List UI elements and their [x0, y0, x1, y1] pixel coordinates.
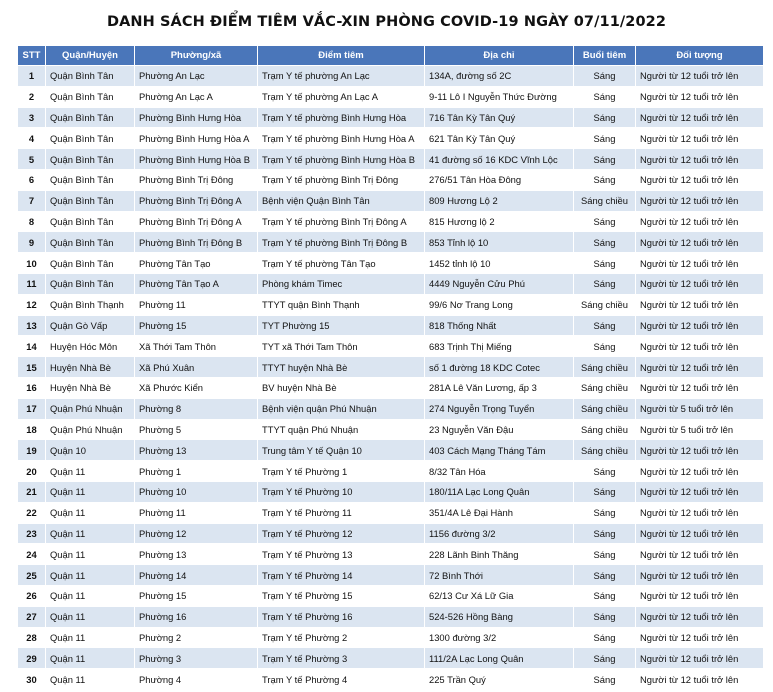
cell-vaccination-site: Trạm Y tế Phường 14: [258, 565, 425, 586]
table-row: [18, 669, 764, 690]
cell-vaccination-site: Trạm Y tế Phường 15: [258, 585, 425, 606]
cell-ward: Phường 3: [135, 648, 258, 669]
table-header-row: [18, 46, 764, 66]
cell-stt: 30: [18, 669, 46, 690]
cell-address: 9-11 Lô I Nguyễn Thức Đường: [425, 86, 574, 107]
cell-target-group: Người từ 12 tuổi trở lên: [636, 544, 764, 565]
cell-vaccination-site: Trung tâm Y tế Quận 10: [258, 440, 425, 461]
cell-address: 1452 tỉnh lộ 10: [425, 253, 574, 274]
table-row: [18, 627, 764, 648]
cell-vaccination-site: BV huyện Nhà Bè: [258, 377, 425, 398]
table-row: [18, 502, 764, 523]
cell-vaccination-site: Trạm Y tế Phường 12: [258, 523, 425, 544]
cell-address: 716 Tân Kỳ Tân Quý: [425, 107, 574, 128]
header-district: Quận/Huyện: [46, 46, 135, 66]
cell-session: Sáng: [574, 107, 636, 128]
cell-target-group: Người từ 12 tuổi trở lên: [636, 253, 764, 274]
cell-vaccination-site: Trạm Y tế Phường 3: [258, 648, 425, 669]
cell-stt: 12: [18, 294, 46, 315]
cell-stt: 7: [18, 190, 46, 211]
cell-session: Sáng: [574, 86, 636, 107]
cell-vaccination-site: Trạm Y tế phường Bình Hưng Hòa: [258, 107, 425, 128]
cell-session: Sáng: [574, 627, 636, 648]
cell-target-group: Người từ 12 tuổi trở lên: [636, 107, 764, 128]
cell-district: Quận 11: [46, 627, 135, 648]
cell-stt: 13: [18, 315, 46, 336]
cell-ward: Phường 1: [135, 461, 258, 482]
cell-district: Quận 11: [46, 461, 135, 482]
table-row: [18, 585, 764, 606]
cell-ward: Xã Phú Xuân: [135, 357, 258, 378]
cell-stt: 23: [18, 523, 46, 544]
header-stt: STT: [18, 46, 46, 66]
cell-vaccination-site: Trạm Y tế phường An Lạc A: [258, 86, 425, 107]
cell-vaccination-site: Trạm Y tế phường Bình Hưng Hòa A: [258, 128, 425, 149]
table-row: [18, 357, 764, 378]
cell-district: Quận Bình Tân: [46, 253, 135, 274]
cell-ward: Xã Thới Tam Thôn: [135, 336, 258, 357]
cell-ward: Phường Bình Trị Đông: [135, 169, 258, 190]
cell-address: 815 Hương lộ 2: [425, 211, 574, 232]
cell-district: Quận 11: [46, 585, 135, 606]
cell-vaccination-site: Trạm Y tế phường Bình Trị Đông A: [258, 211, 425, 232]
cell-session: Sáng chiều: [574, 440, 636, 461]
cell-address: 1300 đường 3/2: [425, 627, 574, 648]
cell-session: Sáng chiều: [574, 377, 636, 398]
cell-district: Quận Bình Thạnh: [46, 294, 135, 315]
header-target-group: Đối tượng: [636, 46, 764, 66]
cell-address: 281A Lê Văn Lương, ấp 3: [425, 377, 574, 398]
cell-stt: 6: [18, 169, 46, 190]
cell-stt: 18: [18, 419, 46, 440]
cell-stt: 22: [18, 502, 46, 523]
cell-vaccination-site: Trạm Y tế Phường 16: [258, 606, 425, 627]
cell-target-group: Người từ 5 tuổi trở lên: [636, 419, 764, 440]
cell-session: Sáng chiều: [574, 398, 636, 419]
cell-address: 228 Lãnh Binh Thăng: [425, 544, 574, 565]
cell-vaccination-site: TTYT quận Phú Nhuận: [258, 419, 425, 440]
cell-address: 8/32 Tân Hóa: [425, 461, 574, 482]
cell-target-group: Người từ 12 tuổi trở lên: [636, 440, 764, 461]
cell-target-group: Người từ 12 tuổi trở lên: [636, 86, 764, 107]
cell-ward: Phường 11: [135, 502, 258, 523]
cell-stt: 21: [18, 481, 46, 502]
cell-ward: Phường 2: [135, 627, 258, 648]
cell-address: 853 Tỉnh lộ 10: [425, 232, 574, 253]
cell-session: Sáng: [574, 648, 636, 669]
cell-ward: Phường Bình Trị Đông A: [135, 190, 258, 211]
cell-address: 809 Hương Lộ 2: [425, 190, 574, 211]
cell-session: Sáng: [574, 232, 636, 253]
cell-address: 683 Trịnh Thị Miếng: [425, 336, 574, 357]
table-row: [18, 544, 764, 565]
cell-ward: Phường Bình Hưng Hòa A: [135, 128, 258, 149]
cell-address: 1156 đường 3/2: [425, 523, 574, 544]
cell-target-group: Người từ 12 tuổi trở lên: [636, 461, 764, 482]
cell-stt: 2: [18, 86, 46, 107]
cell-target-group: Người từ 12 tuổi trở lên: [636, 273, 764, 294]
cell-address: 524-526 Hồng Bàng: [425, 606, 574, 627]
cell-address: 23 Nguyễn Văn Đậu: [425, 419, 574, 440]
cell-vaccination-site: TTYT huyện Nhà Bè: [258, 357, 425, 378]
cell-target-group: Người từ 12 tuổi trở lên: [636, 190, 764, 211]
cell-vaccination-site: TYT xã Thới Tam Thôn: [258, 336, 425, 357]
cell-ward: Phường 13: [135, 440, 258, 461]
cell-vaccination-site: Trạm Y tế Phường 2: [258, 627, 425, 648]
cell-vaccination-site: Bệnh viện Quận Bình Tân: [258, 190, 425, 211]
cell-session: Sáng: [574, 211, 636, 232]
cell-ward: Phường 15: [135, 315, 258, 336]
cell-ward: Phường Bình Trị Đông B: [135, 232, 258, 253]
cell-district: Quận Bình Tân: [46, 273, 135, 294]
cell-ward: Phường 16: [135, 606, 258, 627]
cell-district: Quận 11: [46, 502, 135, 523]
table-row: [18, 606, 764, 627]
cell-address: số 1 đường 18 KDC Cotec: [425, 357, 574, 378]
cell-address: 41 đường số 16 KDC Vĩnh Lộc: [425, 149, 574, 170]
cell-stt: 19: [18, 440, 46, 461]
cell-session: Sáng chiều: [574, 419, 636, 440]
cell-stt: 11: [18, 273, 46, 294]
cell-address: 403 Cách Mạng Tháng Tám: [425, 440, 574, 461]
cell-ward: Phường 15: [135, 585, 258, 606]
cell-target-group: Người từ 12 tuổi trở lên: [636, 315, 764, 336]
cell-stt: 16: [18, 377, 46, 398]
cell-district: Quận Bình Tân: [46, 149, 135, 170]
cell-session: Sáng: [574, 606, 636, 627]
cell-stt: 14: [18, 336, 46, 357]
table-row: [18, 294, 764, 315]
table-row: [18, 107, 764, 128]
table-row: [18, 211, 764, 232]
table-row: [18, 169, 764, 190]
cell-stt: 20: [18, 461, 46, 482]
cell-stt: 1: [18, 66, 46, 87]
cell-ward: Xã Phước Kiển: [135, 377, 258, 398]
table-row: [18, 190, 764, 211]
cell-vaccination-site: Trạm Y tế phường An Lạc: [258, 66, 425, 87]
table-row: [18, 565, 764, 586]
cell-target-group: Người từ 12 tuổi trở lên: [636, 565, 764, 586]
cell-district: Quận Phú Nhuận: [46, 419, 135, 440]
cell-address: 72 Bình Thới: [425, 565, 574, 586]
cell-target-group: Người từ 12 tuổi trở lên: [636, 648, 764, 669]
cell-district: Quận 10: [46, 440, 135, 461]
cell-district: Huyện Nhà Bè: [46, 377, 135, 398]
cell-target-group: Người từ 12 tuổi trở lên: [636, 669, 764, 690]
cell-address: 621 Tân Kỳ Tân Quý: [425, 128, 574, 149]
cell-ward: Phường 5: [135, 419, 258, 440]
cell-target-group: Người từ 12 tuổi trở lên: [636, 585, 764, 606]
cell-session: Sáng: [574, 502, 636, 523]
cell-session: Sáng chiều: [574, 357, 636, 378]
cell-stt: 8: [18, 211, 46, 232]
cell-session: Sáng: [574, 669, 636, 690]
cell-address: 4449 Nguyễn Cửu Phú: [425, 273, 574, 294]
cell-ward: Phường 14: [135, 565, 258, 586]
cell-ward: Phường 13: [135, 544, 258, 565]
cell-vaccination-site: Trạm Y tế Phường 10: [258, 481, 425, 502]
table-row: [18, 232, 764, 253]
cell-vaccination-site: Phòng khám Timec: [258, 273, 425, 294]
cell-stt: 25: [18, 565, 46, 586]
cell-vaccination-site: Trạm Y tế Phường 13: [258, 544, 425, 565]
cell-session: Sáng: [574, 565, 636, 586]
cell-vaccination-site: TTYT quận Bình Thạnh: [258, 294, 425, 315]
cell-address: 276/51 Tân Hòa Đông: [425, 169, 574, 190]
cell-address: 225 Trần Quý: [425, 669, 574, 690]
cell-target-group: Người từ 12 tuổi trở lên: [636, 523, 764, 544]
cell-district: Quận Bình Tân: [46, 66, 135, 87]
cell-stt: 9: [18, 232, 46, 253]
table-row: [18, 336, 764, 357]
cell-stt: 29: [18, 648, 46, 669]
cell-district: Quận 11: [46, 606, 135, 627]
cell-ward: Phường 12: [135, 523, 258, 544]
cell-stt: 3: [18, 107, 46, 128]
cell-session: Sáng: [574, 523, 636, 544]
cell-target-group: Người từ 12 tuổi trở lên: [636, 481, 764, 502]
cell-target-group: Người từ 12 tuổi trở lên: [636, 502, 764, 523]
cell-vaccination-site: Trạm Y tế phường Bình Trị Đông B: [258, 232, 425, 253]
cell-stt: 28: [18, 627, 46, 648]
cell-district: Quận 11: [46, 648, 135, 669]
cell-target-group: Người từ 12 tuổi trở lên: [636, 128, 764, 149]
table-row: [18, 481, 764, 502]
header-session: Buổi tiêm: [574, 46, 636, 66]
cell-stt: 5: [18, 149, 46, 170]
cell-district: Quận 11: [46, 669, 135, 690]
cell-district: Quận 11: [46, 565, 135, 586]
cell-stt: 4: [18, 128, 46, 149]
table-row: [18, 523, 764, 544]
cell-district: Huyện Hóc Môn: [46, 336, 135, 357]
cell-target-group: Người từ 12 tuổi trở lên: [636, 149, 764, 170]
cell-address: 99/6 Nơ Trang Long: [425, 294, 574, 315]
cell-ward: Phường 11: [135, 294, 258, 315]
cell-stt: 15: [18, 357, 46, 378]
cell-target-group: Người từ 12 tuổi trở lên: [636, 66, 764, 87]
cell-target-group: Người từ 5 tuổi trở lên: [636, 398, 764, 419]
table-row: [18, 149, 764, 170]
cell-session: Sáng: [574, 336, 636, 357]
cell-district: Quận Bình Tân: [46, 169, 135, 190]
table-row: [18, 315, 764, 336]
cell-ward: Phường An Lạc: [135, 66, 258, 87]
table-row: [18, 648, 764, 669]
table-row: [18, 419, 764, 440]
cell-ward: Phường Bình Trị Đông A: [135, 211, 258, 232]
cell-session: Sáng: [574, 66, 636, 87]
cell-session: Sáng: [574, 273, 636, 294]
cell-address: 111/2A Lạc Long Quân: [425, 648, 574, 669]
cell-session: Sáng: [574, 149, 636, 170]
cell-district: Quận Bình Tân: [46, 232, 135, 253]
cell-district: Quận Bình Tân: [46, 107, 135, 128]
cell-target-group: Người từ 12 tuổi trở lên: [636, 169, 764, 190]
cell-stt: 27: [18, 606, 46, 627]
cell-target-group: Người từ 12 tuổi trở lên: [636, 232, 764, 253]
cell-session: Sáng chiều: [574, 190, 636, 211]
cell-target-group: Người từ 12 tuổi trở lên: [636, 211, 764, 232]
table-row: [18, 253, 764, 274]
cell-vaccination-site: Trạm Y tế Phường 4: [258, 669, 425, 690]
cell-address: 134A, đường số 2C: [425, 66, 574, 87]
cell-session: Sáng: [574, 253, 636, 274]
cell-session: Sáng: [574, 128, 636, 149]
cell-district: Quận Phú Nhuận: [46, 398, 135, 419]
cell-vaccination-site: Trạm Y tế phường Bình Hưng Hòa B: [258, 149, 425, 170]
cell-address: 818 Thống Nhất: [425, 315, 574, 336]
page-title: DANH SÁCH ĐIỂM TIÊM VẮC-XIN PHÒNG COVID-19 NGÀY 07/11/2022: [106, 14, 667, 30]
cell-district: Quận Bình Tân: [46, 128, 135, 149]
cell-address: 351/4A Lê Đại Hành: [425, 502, 574, 523]
cell-target-group: Người từ 12 tuổi trở lên: [636, 627, 764, 648]
cell-district: Quận Gò Vấp: [46, 315, 135, 336]
cell-session: Sáng: [574, 481, 636, 502]
cell-ward: Phường Bình Hưng Hòa B: [135, 149, 258, 170]
cell-district: Quận 11: [46, 481, 135, 502]
cell-ward: Phường Bình Hưng Hòa: [135, 107, 258, 128]
cell-stt: 24: [18, 544, 46, 565]
cell-district: Quận Bình Tân: [46, 86, 135, 107]
cell-session: Sáng: [574, 585, 636, 606]
cell-ward: Phường Tân Tạo: [135, 253, 258, 274]
cell-stt: 10: [18, 253, 46, 274]
table-row: [18, 128, 764, 149]
header-vaccination-site: Điểm tiêm: [258, 46, 425, 66]
cell-stt: 26: [18, 585, 46, 606]
cell-district: Quận 11: [46, 523, 135, 544]
table-row: [18, 461, 764, 482]
cell-vaccination-site: Trạm Y tế Phường 1: [258, 461, 425, 482]
cell-district: Quận 11: [46, 544, 135, 565]
cell-district: Quận Bình Tân: [46, 211, 135, 232]
cell-district: Huyện Nhà Bè: [46, 357, 135, 378]
cell-session: Sáng: [574, 461, 636, 482]
table-row: [18, 440, 764, 461]
table-row: [18, 66, 764, 87]
cell-ward: Phường An Lạc A: [135, 86, 258, 107]
cell-session: Sáng chiều: [574, 294, 636, 315]
table-row: [18, 273, 764, 294]
cell-target-group: Người từ 12 tuổi trở lên: [636, 336, 764, 357]
cell-vaccination-site: Trạm Y tế Phường 11: [258, 502, 425, 523]
header-ward: Phường/xã: [135, 46, 258, 66]
cell-vaccination-site: Trạm Y tế phường Bình Trị Đông: [258, 169, 425, 190]
cell-target-group: Người từ 12 tuổi trở lên: [636, 377, 764, 398]
table-row: [18, 86, 764, 107]
cell-vaccination-site: TYT Phường 15: [258, 315, 425, 336]
cell-stt: 17: [18, 398, 46, 419]
vaccination-sites-table: [17, 45, 764, 690]
cell-ward: Phường 4: [135, 669, 258, 690]
header-address: Địa chỉ: [425, 46, 574, 66]
cell-ward: Phường 10: [135, 481, 258, 502]
cell-vaccination-site: Trạm Y tế phường Tân Tạo: [258, 253, 425, 274]
cell-ward: Phường Tân Tạo A: [135, 273, 258, 294]
cell-vaccination-site: Bệnh viện quận Phú Nhuận: [258, 398, 425, 419]
cell-target-group: Người từ 12 tuổi trở lên: [636, 294, 764, 315]
table-body: [18, 66, 764, 690]
cell-address: 274 Nguyễn Trọng Tuyển: [425, 398, 574, 419]
cell-target-group: Người từ 12 tuổi trở lên: [636, 357, 764, 378]
table-row: [18, 377, 764, 398]
cell-address: 62/13 Cư Xá Lữ Gia: [425, 585, 574, 606]
table-row: [18, 398, 764, 419]
cell-session: Sáng: [574, 315, 636, 336]
cell-address: 180/11A Lạc Long Quân: [425, 481, 574, 502]
cell-target-group: Người từ 12 tuổi trở lên: [636, 606, 764, 627]
cell-ward: Phường 8: [135, 398, 258, 419]
cell-district: Quận Bình Tân: [46, 190, 135, 211]
cell-session: Sáng: [574, 544, 636, 565]
cell-session: Sáng: [574, 169, 636, 190]
